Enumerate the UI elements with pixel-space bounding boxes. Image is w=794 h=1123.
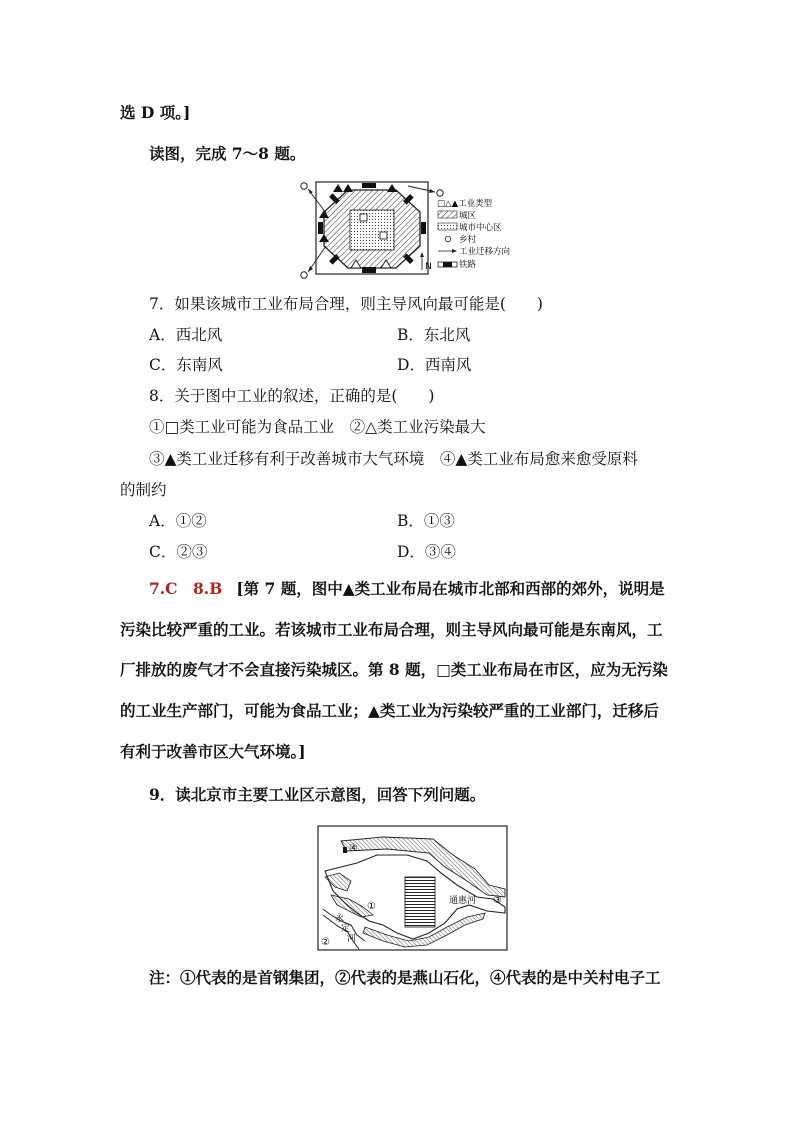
instruction: 读图，完成 7～8 题。 <box>149 144 306 163</box>
q8-statements-1: ①□类工业可能为食品工业 ②△类工业污染最大 <box>149 418 486 436</box>
village-icon <box>301 183 307 189</box>
yongding-river-char-1: 永 <box>335 914 345 924</box>
railway-segment <box>362 267 376 273</box>
district-1-label: ① <box>367 901 376 912</box>
legend-urban: 城区 <box>459 211 477 221</box>
district-4-label: ④ <box>349 843 358 854</box>
answer-line-2: 污染比较严重的工业。若该城市工业布局合理，则主导风向最可能是东南风，工 <box>120 620 663 639</box>
city-center <box>350 210 394 250</box>
answer-key: 7.C 8.B <box>149 579 223 598</box>
district-3-label: ③ <box>493 895 502 906</box>
beijing-industry-map <box>317 825 508 951</box>
legend-industry-type: □△▲工业类型 <box>437 199 493 209</box>
answer-explanation-1: [第 7 题，图中▲类工业布局在城市北部和西部的郊外，说明是 <box>236 579 665 598</box>
q7-option-b: B．东北风 <box>397 326 471 344</box>
figure-note: 注：①代表的是首钢集团，②代表的是燕山石化，④代表的是中关村电子工 <box>149 968 661 987</box>
q8-statements-3: 的制约 <box>120 481 167 499</box>
district-2-label: ② <box>321 937 330 948</box>
city-industry-figure <box>296 176 532 282</box>
answer-line-4: 的工业生产部门，可能为食品工业；▲类工业为污染较严重的工业部门，迁移后 <box>120 701 659 720</box>
q8-option-a: A．①② <box>149 512 207 530</box>
legend <box>437 198 511 270</box>
q8-option-c: C．②③ <box>149 543 208 561</box>
railway-segment <box>362 183 376 188</box>
yongding-river-char-3: 河 <box>347 934 357 944</box>
railway-segment <box>318 222 323 234</box>
question-9: 9．读北京市主要工业区示意图，回答下列问题。 <box>149 785 486 804</box>
light-industry-mark <box>380 232 387 239</box>
question-7: 7．如果该城市工业布局合理，则主导风向最可能是( ) <box>149 295 543 313</box>
village-icon <box>437 190 443 196</box>
question-8: 8．关于图中工业的叙述，正确的是( ) <box>149 387 435 405</box>
village-icon <box>301 272 307 278</box>
q7-option-d: D．西南风 <box>397 356 472 374</box>
railway-segment <box>421 222 426 234</box>
q7-option-a: A．西北风 <box>149 326 223 344</box>
answer-tail: 选 D 项。] <box>120 103 191 122</box>
q8-option-b: B．①③ <box>397 512 455 530</box>
legend-railway: 铁路 <box>459 260 477 270</box>
tonghui-river-label: 通惠河 <box>449 896 477 906</box>
legend-center: 城市中心区 <box>459 223 502 233</box>
q7-option-c: C．东南风 <box>149 356 223 374</box>
q8-statements-2: ③▲类工业迁移有利于改善城市大气环境 ④▲类工业布局愈来愈受原料 <box>149 450 638 468</box>
light-industry-mark <box>360 214 367 221</box>
q8-option-d: D．③④ <box>397 543 456 561</box>
answer-line-3: 厂排放的废气才不会直接污染城区。第 8 题，□类工业布局在市区，应为无污染 <box>120 660 668 679</box>
north-label: N <box>425 262 432 272</box>
legend-village: 乡村 <box>459 235 477 245</box>
answer-line-1 <box>149 579 665 599</box>
answer-line-5: 有利于改善市区大气环境。] <box>120 742 306 761</box>
legend-migration: 工业迁移方向 <box>459 247 511 257</box>
yongding-river-char-2: 定 <box>341 924 351 934</box>
